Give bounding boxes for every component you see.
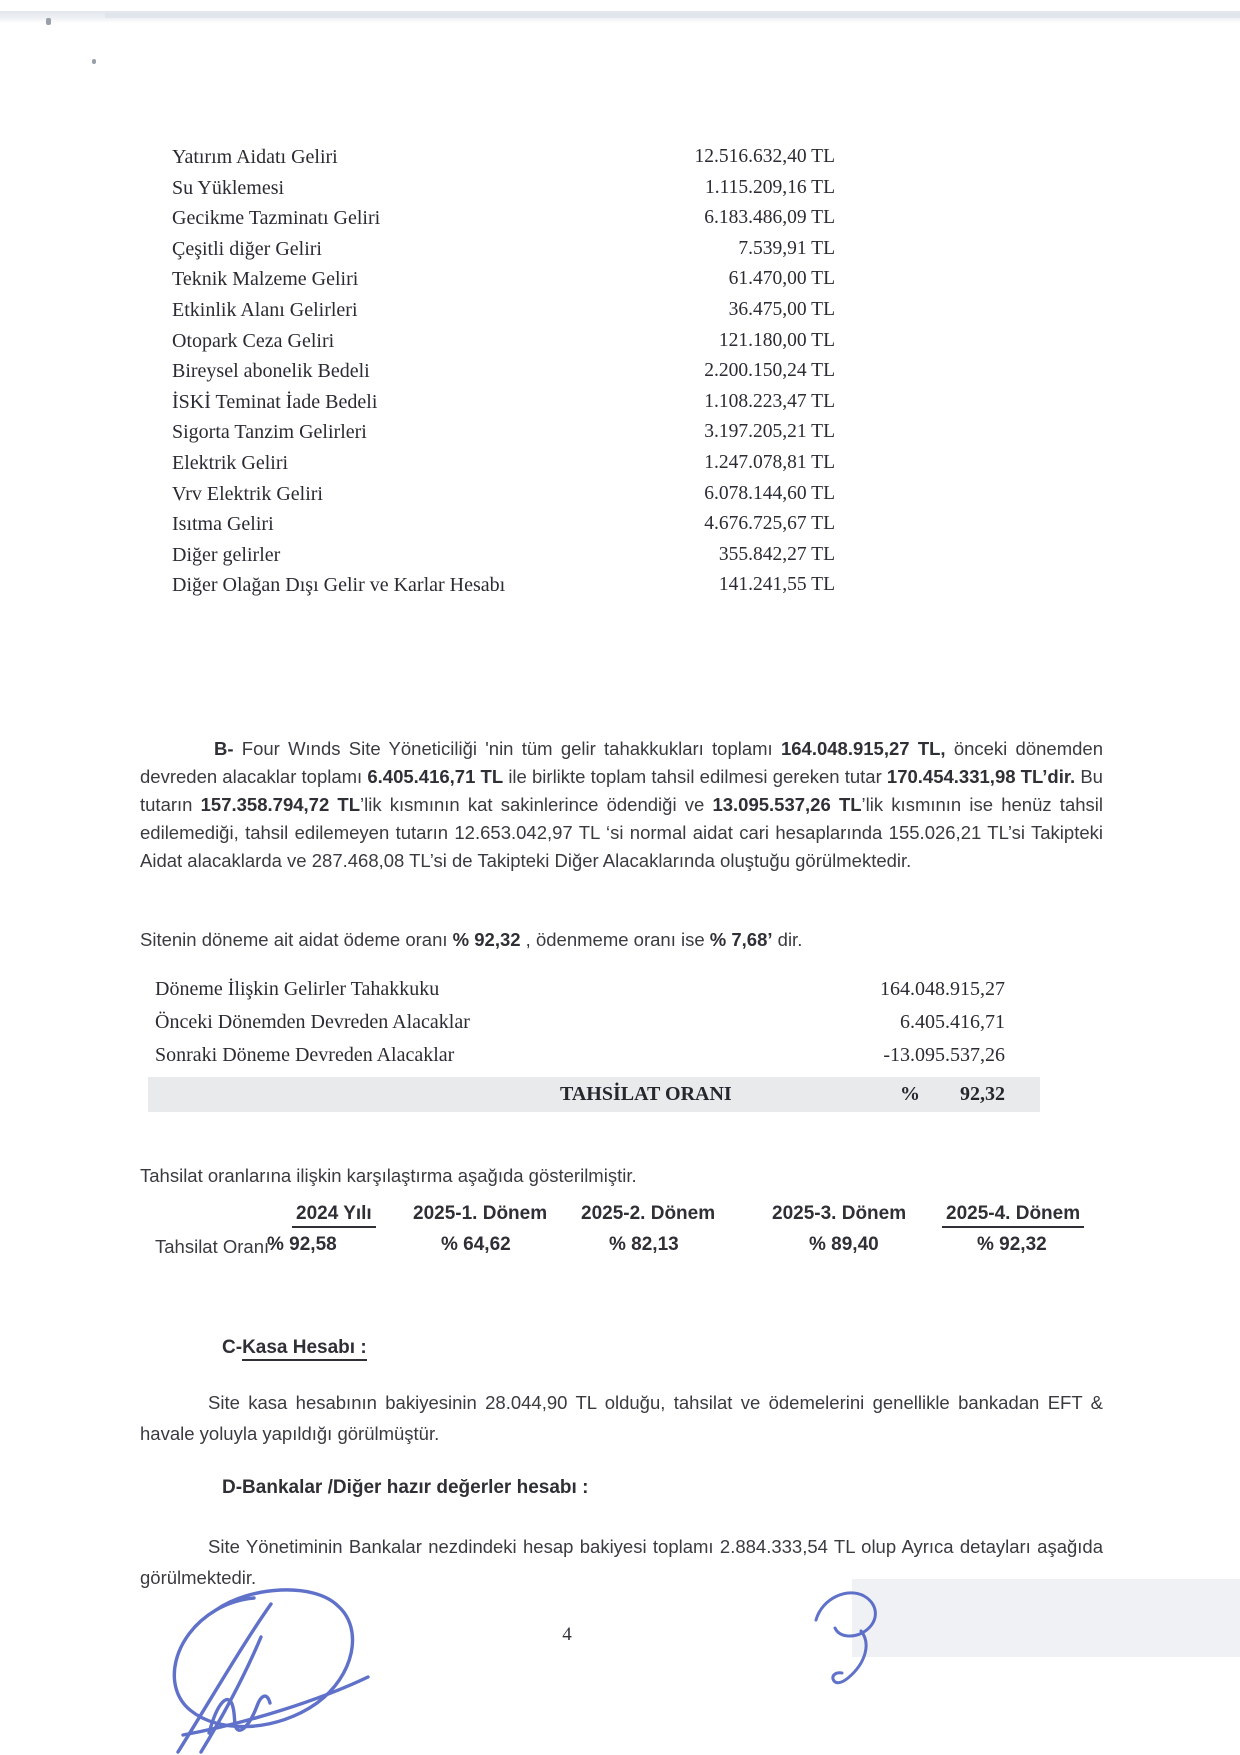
- text-segment: 6.405.416,71 TL: [367, 765, 504, 787]
- text-segment: önceki dönemden devreden alacaklar toplamı: [140, 737, 1103, 787]
- text-segment: ile birlikte toplam tahsil edilmesi gereken tutar: [503, 765, 887, 787]
- income-label: Su Yüklemesi: [172, 176, 285, 199]
- income-label: Etkinlik Alanı Gelirleri: [172, 298, 358, 321]
- comparison-value: % 64,62: [441, 1234, 511, 1255]
- kasa-heading-underlined: Kasa Hesabı :: [242, 1337, 367, 1361]
- comparison-intro: Tahsilat oranlarına ilişkin karşılaştırma aşağıda gösterilmiştir.: [140, 1164, 637, 1186]
- text-segment: 13.095.537,26 TL: [712, 793, 862, 815]
- income-label: Sigorta Tanzim Gelirleri: [172, 421, 367, 444]
- income-label: Gecikme Tazminatı Geliri: [172, 207, 381, 230]
- kasa-heading-prefix: C-: [222, 1337, 243, 1358]
- bankalar-heading: D-Bankalar /Diğer hazır değerler hesabı :: [222, 1477, 589, 1498]
- text-segment: 170.454.331,98 TL’dir.: [886, 765, 1076, 787]
- income-row: [172, 238, 835, 269]
- income-amount: 1.247.078,81 TL: [704, 451, 835, 473]
- comparison-value: % 89,40: [809, 1234, 879, 1255]
- income-label: Isıtma Geliri: [172, 513, 274, 536]
- income-amount: 2.200.150,24 TL: [704, 360, 835, 382]
- scan-speck: [46, 18, 51, 25]
- text-segment: 164.048.915,27 TL,: [780, 737, 946, 759]
- income-row: [172, 177, 835, 208]
- tahsilat-band-label: TAHSİLAT ORANI: [560, 1083, 732, 1105]
- income-label: İSKİ Teminat İade Bedeli: [172, 390, 378, 413]
- bankalar-paragraph: Site Yönetiminin Bankalar nezdindeki hesap bakiyesi toplamı 2.884.333,54 TL olup Ayrıca detayları aşağıda görülmektedir.: [140, 1535, 1103, 1588]
- text-segment: % 92,32: [452, 928, 521, 950]
- income-row: [172, 513, 835, 544]
- summary-row: [155, 978, 1005, 1001]
- income-row: [172, 299, 835, 330]
- kasa-paragraph: Site kasa hesabının bakiyesinin 28.044,90 TL olduğu, tahsilat ve ödemelerini genellikle bankadan EFT & havale yoluyla yapıldığı görülmüştür.: [140, 1391, 1103, 1444]
- income-label: Bireysel abonelik Bedeli: [172, 360, 370, 383]
- income-row: [172, 452, 835, 483]
- scan-artifact-top-edge: [105, 13, 1240, 18]
- income-label: Diğer gelirler: [172, 543, 281, 566]
- signature-right: [806, 1586, 918, 1692]
- tahsilat-band: [148, 1077, 1040, 1112]
- income-amount: 4.676.725,67 TL: [704, 513, 835, 535]
- text-segment: % 7,68’: [709, 928, 773, 950]
- comparison-value: % 92,32: [977, 1234, 1047, 1255]
- text-segment: Four Wınds Site Yöneticiliği 'nin tüm gelir tahakkukları toplamı: [241, 737, 781, 759]
- income-amount: 6.078.144,60 TL: [704, 482, 835, 504]
- summary-value: -13.095.537,26: [883, 1044, 1005, 1066]
- comparison-header: 2024 Yılı: [292, 1203, 376, 1228]
- income-amount: 1.115.209,16 TL: [705, 176, 835, 198]
- text-segment: ’lik kısmının ise henüz tahsil edilemediği, tahsil edilemeyen tutarın 12.653.042,97 TL ‘si normal aidat cari hesaplarında 155.026,21 TL’si Takipteki Aidat alacaklarda ve 287.468,08 TL’si de Takipteki Diğer Alacaklarında oluştuğu görülmektedir.: [140, 793, 1103, 871]
- income-amount: 7.539,91 TL: [738, 237, 835, 259]
- text-segment: dir.: [772, 928, 803, 950]
- income-row: [172, 483, 835, 514]
- text-segment: Sitenin döneme ait aidat ödeme oranı: [140, 928, 453, 950]
- summary-value: 6.405.416,71: [900, 1011, 1005, 1033]
- income-amount: 141.241,55 TL: [718, 574, 835, 596]
- scan-speck: [92, 59, 96, 64]
- tahsilat-band-value: 92,32: [960, 1083, 1005, 1105]
- income-label: Teknik Malzeme Geliri: [172, 268, 359, 291]
- income-label: Vrv Elektrik Geliri: [172, 482, 323, 505]
- income-row: [172, 207, 835, 238]
- comparison-header: 2025-4. Dönem: [942, 1203, 1084, 1228]
- income-amount: 6.183.486,09 TL: [704, 207, 835, 229]
- income-list: [172, 146, 835, 605]
- income-amount: 1.108.223,47 TL: [704, 390, 835, 412]
- summary-row: [155, 1044, 1005, 1067]
- text-segment: ’lik kısmının kat sakinlerince ödendiği ve: [360, 793, 713, 815]
- income-label: Diğer Olağan Dışı Gelir ve Karlar Hesabı: [172, 574, 506, 597]
- comparison-value: % 92,58: [267, 1234, 337, 1255]
- income-row: [172, 574, 835, 605]
- comparison-header: 2025-3. Dönem: [772, 1203, 907, 1224]
- summary-label: Sonraki Döneme Devreden Alacaklar: [155, 1044, 455, 1066]
- income-row: [172, 330, 835, 361]
- income-amount: 61.470,00 TL: [728, 268, 835, 290]
- paragraph-b: [140, 735, 1103, 875]
- summary-label: Önceki Dönemden Devreden Alacaklar: [155, 1011, 470, 1033]
- income-label: Yatırım Aidatı Geliri: [172, 146, 338, 168]
- text-segment: B-: [214, 737, 242, 759]
- income-label: Otopark Ceza Geliri: [172, 329, 335, 352]
- income-amount: 121.180,00 TL: [718, 329, 835, 351]
- comparison-row-label: Tahsilat Oranı: [155, 1236, 270, 1257]
- income-amount: 355.842,27 TL: [718, 543, 835, 565]
- summary-label: Döneme İlişkin Gelirler Tahakkuku: [155, 978, 440, 1000]
- income-row: [172, 146, 835, 177]
- signature-left: [138, 1582, 382, 1754]
- kasa-heading: [222, 1337, 367, 1359]
- income-row: [172, 421, 835, 452]
- comparison-header: 2025-1. Dönem: [413, 1203, 548, 1224]
- tahsilat-band-percent-sign: %: [900, 1083, 920, 1105]
- text-segment: , ödenmeme oranı ise: [520, 928, 710, 950]
- income-amount: 3.197.205,21 TL: [704, 421, 835, 443]
- income-row: [172, 268, 835, 299]
- comparison-value: % 82,13: [609, 1234, 679, 1255]
- income-row: [172, 391, 835, 422]
- income-row: [172, 360, 835, 391]
- income-label: Elektrik Geliri: [172, 451, 289, 474]
- income-row: [172, 544, 835, 575]
- summary-value: 164.048.915,27: [880, 978, 1005, 1000]
- summary-row: [155, 1011, 1005, 1034]
- income-amount: 12.516.632,40 TL: [694, 146, 835, 167]
- page-number: 4: [562, 1624, 572, 1645]
- text-segment: Bu tutarın: [140, 765, 1103, 815]
- aidat-oran-line: [140, 929, 1103, 951]
- comparison-header: 2025-2. Dönem: [581, 1203, 716, 1224]
- income-label: Çeşitli diğer Geliri: [172, 237, 322, 260]
- income-amount: 36.475,00 TL: [728, 298, 835, 320]
- text-segment: 157.358.794,72 TL: [200, 793, 361, 815]
